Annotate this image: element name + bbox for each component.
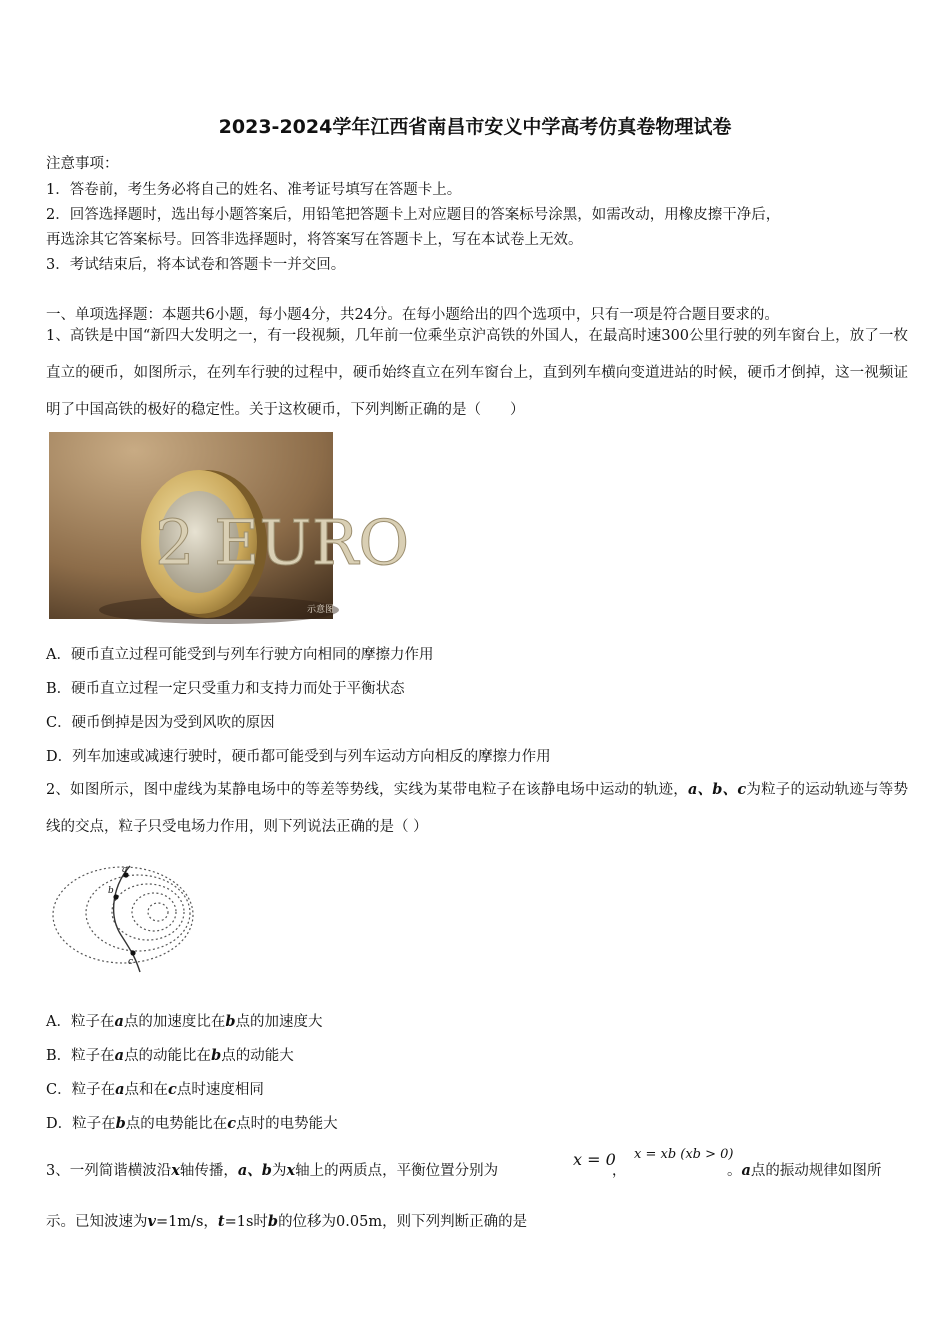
- question-3-line-1-end: 。a点的振动规律如图所: [727, 1162, 882, 1179]
- coin-digit: 2 EURO: [155, 506, 410, 579]
- section-heading: 一、单项选择题：本题共6小题，每小题4分，共24分。在每小题给出的四个选项中，只有一项是符合题目要求的。: [46, 307, 779, 323]
- option-b: B．粒子在a点的动能比在b点的动能大: [46, 1047, 294, 1064]
- option-c: C．硬币倒掉是因为受到风吹的原因: [46, 715, 275, 731]
- point-label: b: [108, 886, 114, 896]
- option-a: A．硬币直立过程可能受到与列车行驶方向相同的摩擦力作用: [46, 647, 434, 663]
- question-3-line-2: 示。已知波速为v=1m/s，t=1s时b的位移为0.05m，则下列判断正确的是: [46, 1213, 528, 1230]
- math-x-equals-0: x = 0: [573, 1150, 616, 1169]
- notice-heading: 注意事项：: [46, 156, 119, 172]
- point-label: a: [122, 865, 128, 875]
- notice-item: 再选涂其它答案标号。回答非选择题时，将答案写在答题卡上，写在本试卷上无效。: [46, 232, 583, 248]
- comma: ，: [612, 1163, 626, 1179]
- notice-item: 3．考试结束后，将本试卷和答题卡一并交回。: [46, 257, 346, 273]
- question-3-line-1: 3、一列简谐横波沿x轴传播，a、b为x轴上的两质点，平衡位置分别为: [46, 1162, 499, 1179]
- image-watermark: 示意图: [307, 605, 335, 615]
- equipotential-diagram: [48, 860, 193, 980]
- coin-photo: [49, 432, 410, 619]
- coin-photo-drawing: [49, 432, 410, 619]
- point-label: c: [128, 957, 134, 967]
- option-d: D．列车加速或减速行驶时，硬币都可能受到与列车运动方向相反的摩擦力作用: [46, 749, 551, 765]
- math-x-equals-xb: x = xb (xb > 0): [634, 1147, 734, 1162]
- option-a: A．粒子在a点的加速度比在b点的加速度大: [46, 1013, 323, 1030]
- option-b: B．硬币直立过程一定只受重力和支持力而处于平衡状态: [46, 681, 405, 697]
- page-title: 2023-2024学年江西省南昌市安义中学高考仿真卷物理试卷: [218, 116, 732, 138]
- question-1-stem: 1、高铁是中国“新四大发明之一，有一段视频，几年前一位乘坐京沪高铁的外国人，在最高时速300公里行驶的列车窗台上，放了一枚直立的硬币，如图所示，在列车行驶的过程中，硬币始终直立在列车窗台上，直到列车横向变道进站的时候，硬币才倒掉，这一视频证明了中国高铁的极好的稳定性。关于这枚硬币，下列判断正确的是（ ）: [46, 328, 908, 418]
- option-c: C．粒子在a点和在c点时速度相同: [46, 1081, 264, 1098]
- question-2-stem: 2、如图所示，图中虚线为某静电场中的等差等势线，实线为某带电粒子在该静电场中运动的轨迹，a、b、c为粒子的运动轨迹与等势线的交点，粒子只受电场力作用，则下列说法正确的是（ ）: [46, 781, 908, 835]
- notice-item: 1．答卷前，考生务必将自己的姓名、准考证号填写在答题卡上。: [46, 182, 462, 198]
- notice-item: 2．回答选择题时，选出每小题答案后，用铅笔把答题卡上对应题目的答案标号涂黑，如需改动，用橡皮擦干净后，: [46, 207, 781, 223]
- option-d: D．粒子在b点的电势能比在c点时的电势能大: [46, 1115, 338, 1132]
